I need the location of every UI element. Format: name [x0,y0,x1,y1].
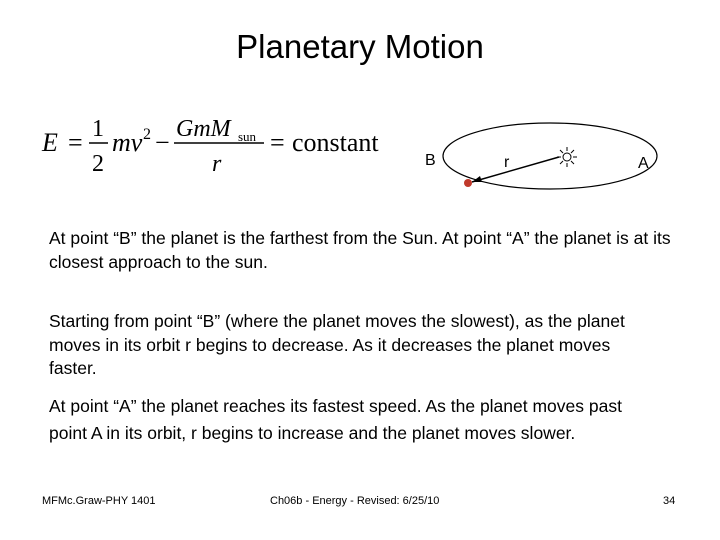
label-r: r [504,154,510,171]
paragraph-point-a: At point “A” the planet reaches its fastest speed. As the planet moves past point A in its orbit, r begins to increase and the planet moves slower. [49,396,622,443]
footer-page-number: 34 [663,495,676,507]
label-b: B [425,152,436,169]
eq-r: r [212,151,222,177]
eq-squared: 2 [143,126,151,143]
sun-icon [557,147,577,167]
footer-course: MFMc.Graw-PHY 1401 [42,495,156,507]
eq-gmm: GmM [176,116,231,142]
eq-lhs: E [42,128,58,157]
eq-minus: − [155,128,170,157]
orbit-ellipse [443,123,657,189]
eq-equals: = [68,128,83,157]
eq-one: 1 [92,116,104,142]
eq-sun-subscript: sun [238,129,257,144]
eq-two: 2 [92,151,104,177]
eq-constant: constant [292,128,379,157]
energy-equation [40,108,400,188]
eq-mv: mv [112,128,143,157]
eq-equals-2: = [270,128,285,157]
radius-line [472,157,559,182]
footer-chapter: Ch06b - Energy - Revised: 6/25/10 [270,495,440,507]
slide-title: Planetary Motion [236,28,484,65]
paragraph-farthest-closest: At point “B” the planet is the farthest from the Sun. At point “A” the planet is at its closest approach to the sun. [49,228,671,272]
planet-dot [464,179,472,187]
orbit-diagram [420,120,695,195]
paragraph-starting-b: Starting from point “B” (where the planet moves the slowest), as the planet moves in its orbit r begins to decrease. As it decreases the planet moves faster. [49,311,625,378]
label-a: A [638,155,649,172]
